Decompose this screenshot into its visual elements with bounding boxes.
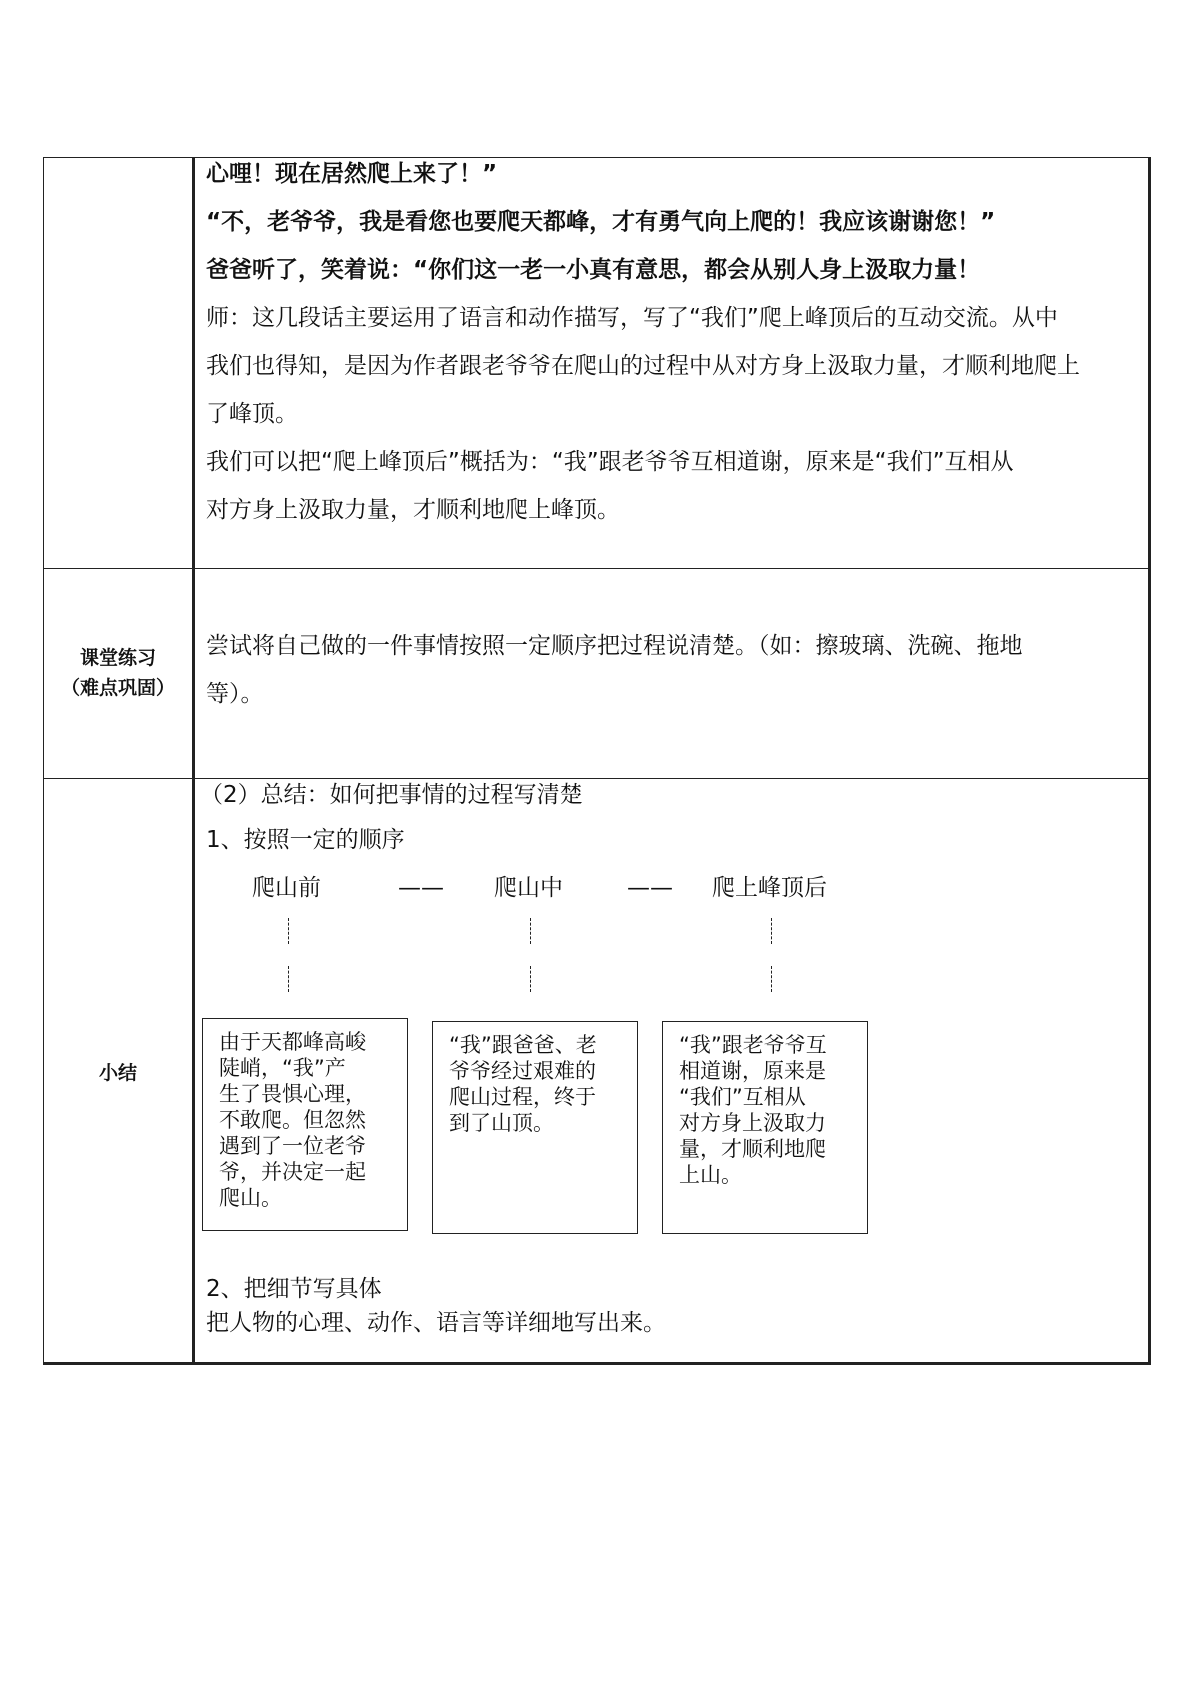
row-divider-2	[44, 778, 1148, 779]
connector-dash-1b	[288, 966, 289, 992]
summary-note-line-2: 对方身上汲取力量，才顺利地爬上峰顶。	[206, 497, 620, 523]
box2-line: “我”跟爸爸、老	[449, 1033, 597, 1057]
summary-heading: （2）总结：如何把事情的过程写清楚	[200, 782, 583, 808]
stage-separator-1: ——	[398, 875, 444, 901]
connector-dash-3a	[771, 918, 772, 944]
box3-line: 上山。	[679, 1163, 742, 1187]
summary-label: 小结	[98, 1062, 137, 1084]
box3-line: 量，才顺利地爬	[679, 1137, 826, 1161]
stage-during-climb: 爬山中	[494, 875, 563, 901]
box1-line: 爷，并决定一起	[219, 1160, 366, 1184]
connector-dash-3b	[771, 966, 772, 992]
practice-content	[206, 622, 1126, 718]
practice-text-line-2: 等）。	[206, 681, 264, 707]
box3-line: 相道谢，原来是	[679, 1059, 826, 1083]
box2-line: 爬山过程，终于	[449, 1085, 596, 1109]
box1-line: 陡峭，“我”产	[219, 1056, 346, 1080]
teacher-note-line-1: 师：这几段话主要运用了语言和动作描写，写了“我们”爬上峰顶后的互动交流。从中	[206, 305, 1058, 331]
practice-label-line1: 课堂练习	[79, 647, 156, 669]
point-2-detail: 把人物的心理、动作、语言等详细地写出来。	[206, 1310, 666, 1336]
box1-line: 遇到了一位老爷	[219, 1134, 366, 1158]
box2-line: 到了山顶。	[449, 1111, 554, 1135]
box-after-summit	[662, 1021, 868, 1234]
stage-after-summit: 爬上峰顶后	[712, 875, 827, 901]
practice-text-line-1: 尝试将自己做的一件事情按照一定顺序把过程说清楚。（如：擦玻璃、洗碗、拖地	[206, 633, 1023, 659]
dialogue-line-2: “不，老爷爷，我是看您也要爬天都峰，才有勇气向上爬的！我应该谢谢您！”	[206, 209, 996, 235]
box3-line: 对方身上汲取力	[679, 1111, 826, 1135]
box2-line: 爷爷经过艰难的	[449, 1059, 596, 1083]
top-row-content	[206, 150, 1126, 534]
box1-line: 爬山。	[219, 1186, 282, 1210]
box1-line: 不敢爬。但忽然	[219, 1108, 366, 1132]
teacher-note-line-3: 了峰顶。	[206, 401, 298, 427]
stage-before-climb: 爬山前	[252, 875, 321, 901]
connector-dash-2b	[530, 966, 531, 992]
stage-separator-2: ——	[627, 875, 673, 901]
teacher-note-line-2: 我们也得知，是因为作者跟老爷爷在爬山的过程中从对方身上汲取力量，才顺利地爬上	[206, 353, 1080, 379]
connector-dash-1a	[288, 918, 289, 944]
summary-note-line-1: 我们可以把“爬上峰顶后”概括为：“我”跟老爷爷互相道谢，原来是“我们”互相从	[206, 449, 1014, 475]
point-2-heading: 2、把细节写具体	[206, 1276, 382, 1302]
dialogue-line-3: 爸爸听了，笑着说：“你们这一老一小真有意思，都会从别人身上汲取力量！	[206, 257, 981, 283]
box-during-climb	[432, 1021, 638, 1234]
box3-line: “我们”互相从	[679, 1085, 806, 1109]
dialogue-line-1: 心哩！现在居然爬上来了！”	[206, 161, 498, 187]
box1-line: 由于天都峰高峻	[219, 1030, 366, 1054]
connector-dash-2a	[530, 918, 531, 944]
practice-label-line2: （难点巩固）	[60, 677, 175, 699]
point-1-heading: 1、按照一定的顺序	[206, 827, 405, 853]
box1-line: 生了畏惧心理，	[219, 1082, 366, 1106]
row-divider-1	[44, 568, 1148, 569]
column-divider	[192, 158, 195, 1362]
box-before-climb	[202, 1018, 408, 1231]
practice-label	[44, 643, 192, 703]
box3-line: “我”跟老爷爷互	[679, 1033, 827, 1057]
